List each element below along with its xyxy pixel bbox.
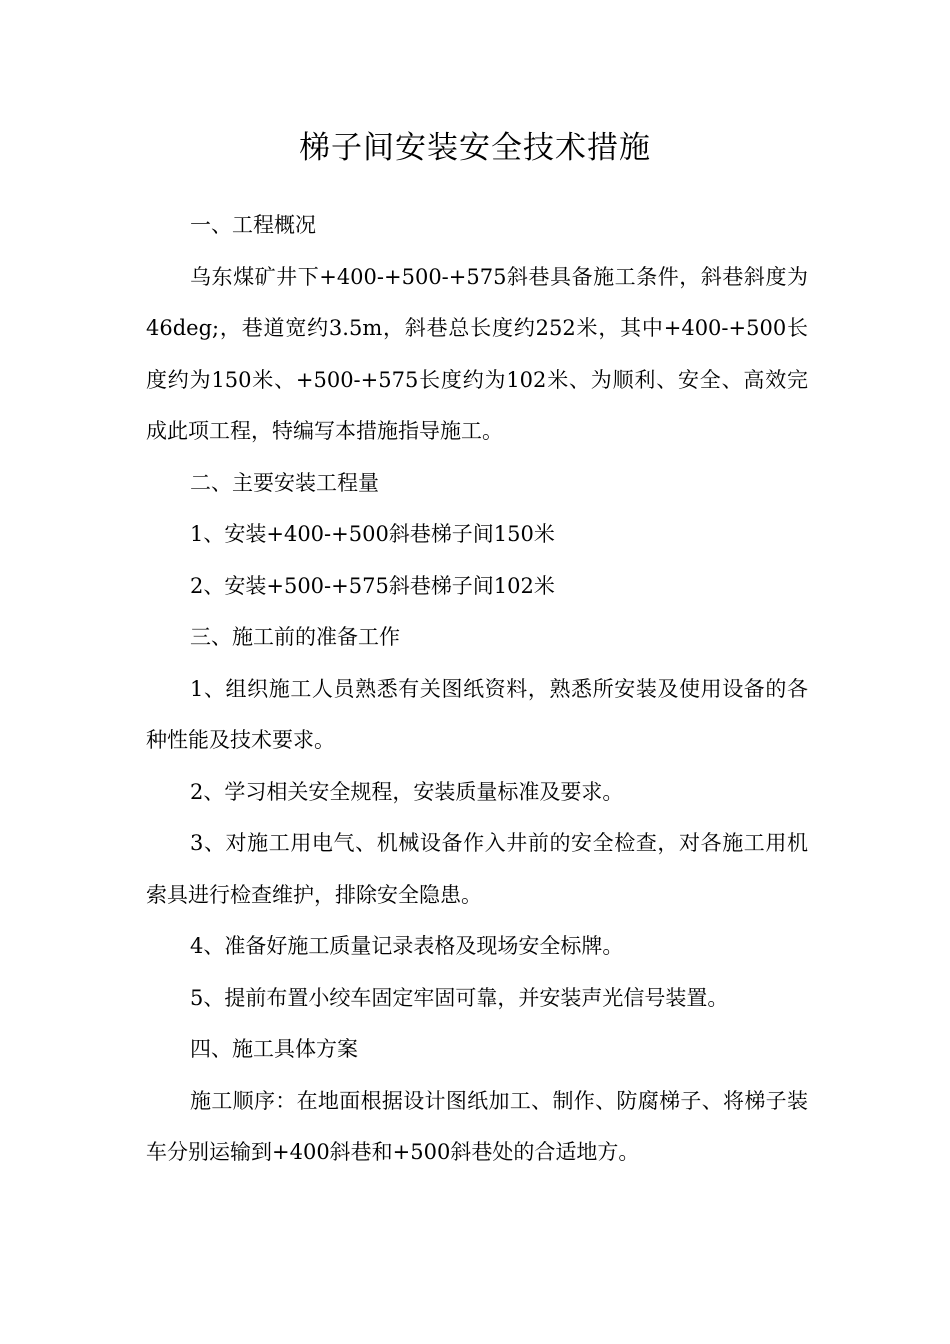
document-body [146, 200, 808, 1179]
list-item-preparation-3: 3、对施工用电气、机械设备作入井前的安全检查，对各施工用机索具进行检查维护，排除安全隐患。 [146, 831, 808, 907]
list-item-preparation-2: 2、学习相关安全规程，安装质量标准及要求。 [190, 779, 624, 804]
list-item-workload-1: 1、安装+400-+500斜巷梯子间150米 [190, 522, 555, 546]
section-heading-workload: 二、主要安装工程量 [190, 470, 379, 495]
paragraph-construction-sequence: 施工顺序：在地面根据设计图纸加工、制作、防腐梯子、将梯子装车分别运输到+400斜巷和+500斜巷处的合适地方。 [146, 1088, 808, 1164]
document-title: 梯子间安装安全技术措施 [299, 130, 651, 166]
list-item-preparation-1: 1、组织施工人员熟悉有关图纸资料，熟悉所安装及使用设备的各种性能及技术要求。 [146, 676, 808, 752]
section-heading-overview: 一、工程概况 [190, 213, 316, 237]
list-item-workload-2: 2、安装+500-+575斜巷梯子间102米 [190, 573, 555, 598]
list-item-preparation-5: 5、提前布置小绞车固定牢固可靠，并安装声光信号装置。 [190, 985, 729, 1010]
list-item-preparation-4: 4、准备好施工质量记录表格及现场安全标牌。 [190, 934, 624, 958]
section-heading-plan: 四、施工具体方案 [190, 1037, 358, 1061]
section-heading-preparation: 三、施工前的准备工作 [190, 625, 400, 649]
paragraph-overview: 乌东煤矿井下+400-+500-+575斜巷具备施工条件，斜巷斜度为46deg;，巷道宽约3.5m，斜巷总长度约252米，其中+400-+500长度约为150米、+500-+575长度约为102米、为顺利、安全、高效完成此项工程，特编写本措施指导施工。 [146, 264, 808, 443]
